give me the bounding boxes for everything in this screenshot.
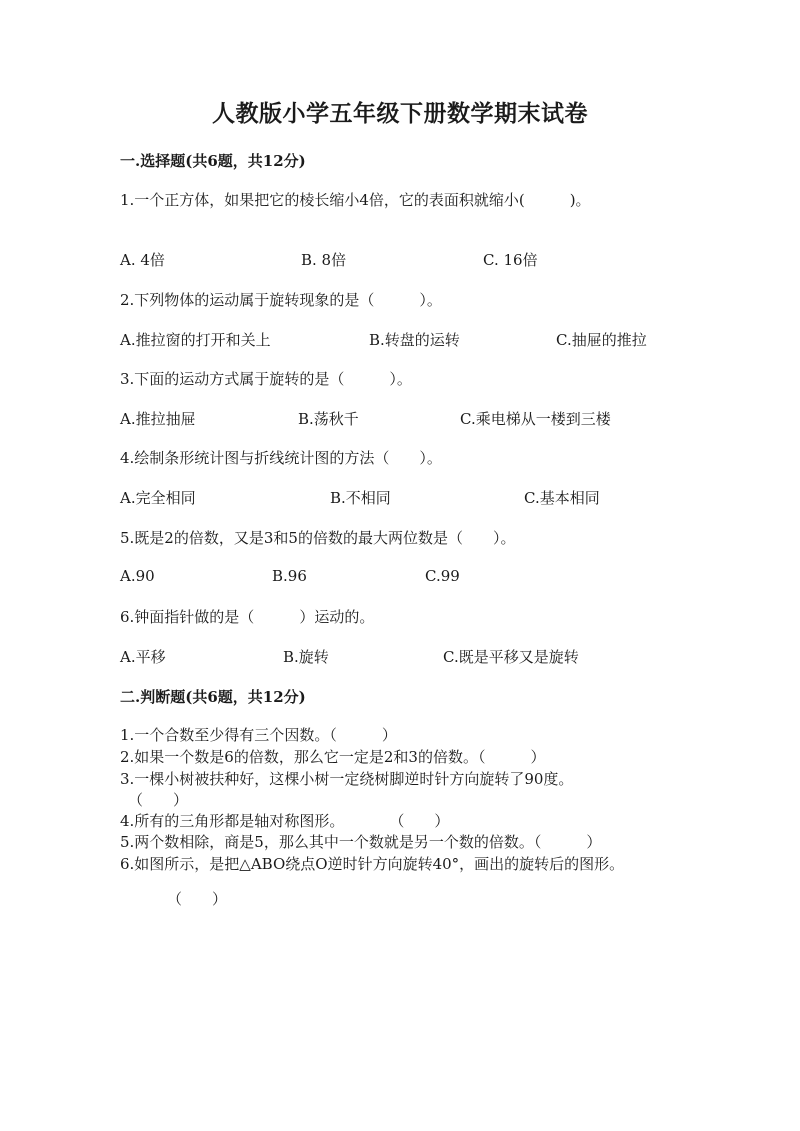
question-6-option-b: B.旋转 [283, 648, 329, 666]
exam-title: 人教版小学五年级下册数学期末试卷 [212, 100, 588, 127]
question-3-text: 3.下面的运动方式属于旋转的是（ ）。 [120, 370, 412, 388]
section1-heading: 一.选择题(共6题，共12分) [120, 152, 306, 170]
question-3-option-b: B.荡秋千 [298, 410, 359, 428]
judge-item-6-blank: （ ） [167, 890, 228, 908]
question-1-option-b: B. 8倍 [301, 251, 347, 269]
question-5-option-b: B.96 [272, 567, 307, 585]
question-4-option-c: C.基本相同 [524, 489, 600, 507]
judge-item-6: 6.如图所示，是把△ABO绕点O逆时针方向旋转40°，画出的旋转后的图形。 [120, 855, 625, 873]
question-6-text: 6.钟面指针做的是（ ）运动的。 [120, 608, 375, 626]
question-1-text: 1.一个正方体，如果把它的棱长缩小4倍，它的表面积就缩小( )。 [120, 191, 591, 209]
section2-heading: 二.判断题(共6题，共12分) [120, 688, 306, 706]
judge-item-1: 1.一个合数至少得有三个因数。（ ） [120, 726, 397, 744]
question-6-option-a: A.平移 [120, 648, 166, 666]
judge-item-4: 4.所有的三角形都是轴对称图形。 （ ） [120, 812, 450, 830]
question-4-option-a: A.完全相同 [120, 489, 196, 507]
question-6-option-c: C.既是平移又是旋转 [443, 648, 579, 666]
question-2-text: 2.下列物体的运动属于旋转现象的是（ ）。 [120, 291, 442, 309]
question-1-option-c: C. 16倍 [483, 251, 538, 269]
question-2-option-c: C.抽屉的推拉 [556, 331, 647, 349]
question-4-option-b: B.不相同 [330, 489, 391, 507]
question-5-option-a: A.90 [120, 567, 155, 585]
question-3-option-c: C.乘电梯从一楼到三楼 [460, 410, 611, 428]
question-5-text: 5.既是2的倍数，又是3和5的倍数的最大两位数是（ ）。 [120, 529, 516, 547]
question-1-option-a: A. 4倍 [120, 251, 165, 269]
judge-item-3-blank: （ ） [128, 791, 189, 809]
question-5-option-c: C.99 [425, 567, 460, 585]
question-2-option-b: B.转盘的运转 [369, 331, 460, 349]
question-3-option-a: A.推拉抽屉 [120, 410, 196, 428]
question-4-text: 4.绘制条形统计图与折线统计图的方法（ ）。 [120, 449, 442, 467]
judge-item-2: 2.如果一个数是6的倍数，那么它一定是2和3的倍数。（ ） [120, 748, 546, 766]
judge-item-5: 5.两个数相除，商是5，那么其中一个数就是另一个数的倍数。（ ） [120, 833, 602, 851]
question-2-option-a: A.推拉窗的打开和关上 [120, 331, 271, 349]
judge-item-3: 3.一棵小树被扶种好，这棵小树一定绕树脚逆时针方向旋转了90度。 [120, 770, 574, 788]
